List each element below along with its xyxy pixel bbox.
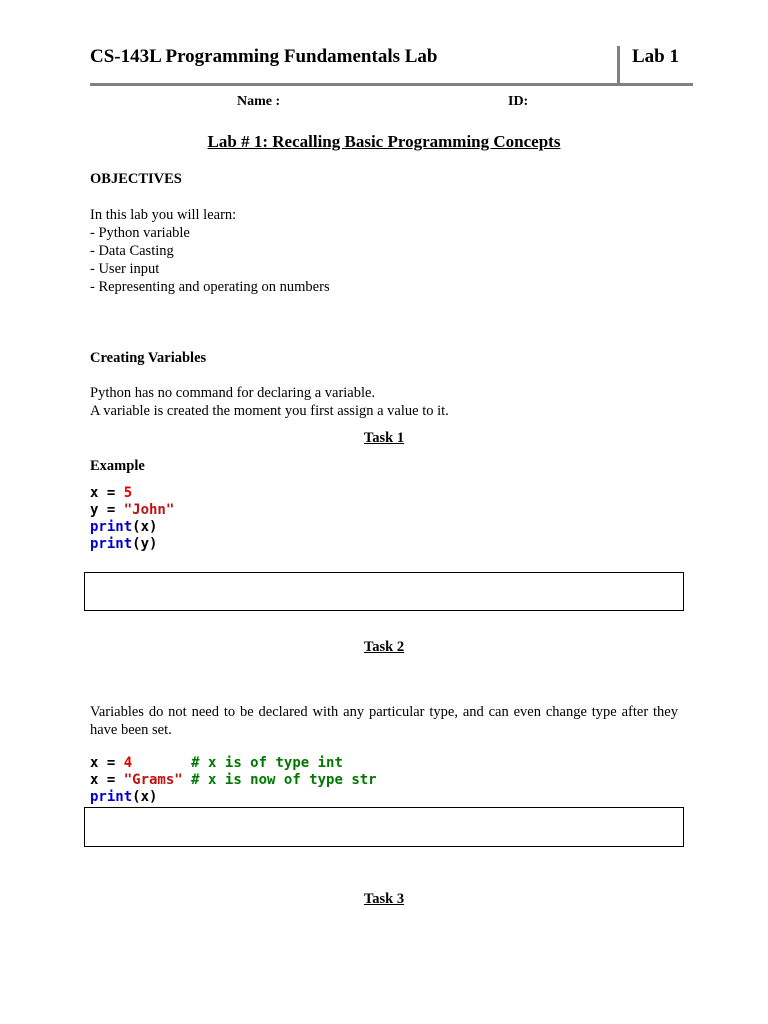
task3-label: Task 3 — [363, 891, 405, 907]
objectives-intro: In this lab you will learn: — [90, 207, 237, 223]
code-line: x = 5 — [90, 485, 133, 501]
code-line: y = "John" — [90, 502, 175, 518]
lab-number: Lab 1 — [632, 46, 679, 67]
creating-variables-heading: Creating Variables — [90, 350, 207, 366]
task1-answer-box[interactable] — [84, 572, 684, 611]
objectives-heading: OBJECTIVES — [90, 171, 182, 187]
creating-variables-text — [90, 384, 449, 420]
code-line: print(x) — [90, 789, 158, 805]
objectives-list — [90, 206, 330, 296]
objective-item: - Representing and operating on numbers — [90, 279, 330, 295]
name-label: Name : — [237, 94, 281, 109]
code-line: x = "Grams" # x is now of type str — [90, 772, 377, 788]
lab-title: Lab # 1: Recalling Basic Programming Concepts — [207, 132, 561, 151]
objective-item: - User input — [90, 261, 160, 277]
task2-code-block — [90, 755, 377, 806]
objective-item: - Python variable — [90, 225, 190, 241]
code-line: print(y) — [90, 536, 158, 552]
objective-item: - Data Casting — [90, 243, 174, 259]
task2-description: Variables do not need to be declared with any particular type, and can even change type after they have been set. — [90, 704, 678, 738]
code-line: x = 4 # x is of type int — [90, 755, 343, 771]
paragraph-line: Python has no command for declaring a variable. — [90, 385, 376, 401]
course-title: CS-143L Programming Fundamentals Lab — [90, 46, 438, 67]
task2-label: Task 2 — [363, 639, 405, 655]
task2-answer-box[interactable] — [84, 807, 684, 847]
id-label: ID: — [508, 94, 529, 109]
header-divider — [617, 46, 620, 84]
example-heading: Example — [90, 458, 145, 474]
paragraph-line: A variable is created the moment you first assign a value to it. — [90, 403, 449, 419]
header-rule — [90, 83, 693, 86]
task1-label: Task 1 — [363, 430, 405, 446]
code-line: print(x) — [90, 519, 158, 535]
task1-code-block — [90, 485, 174, 553]
